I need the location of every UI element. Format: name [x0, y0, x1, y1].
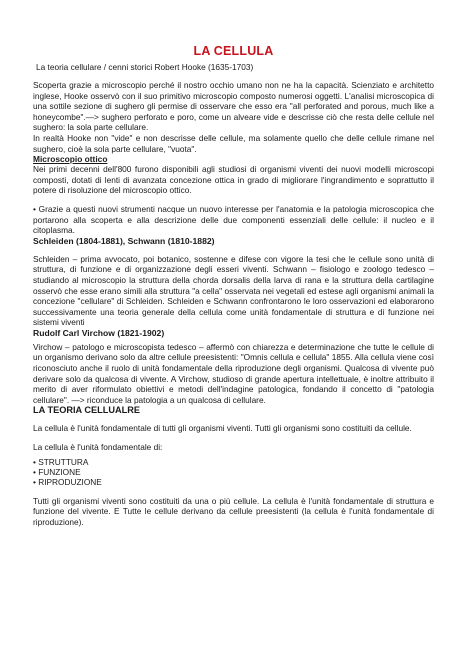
teoria-paragraph-3: Tutti gli organismi viventi sono costituiti da una o più cellule. La cellula è l'unità fondamentale di struttura e funzione del vivente. E Tutte le cellule derivano da cellule preesistenti (la cellula è l'unità fondamentale di riproduzione).	[33, 495, 434, 528]
schleiden-paragraph: Schleiden – prima avvocato, poi botanico, sostenne e difese con vigore la tesi che le cellule sono unità di struttura, di funzione e di organizzazione degli esseri viventi. Schwann – fisiologo e zoologo tedesco – studiando al microscopio la struttura della chorda dorsalis della larva di rana e la struttura della cartilagine osservò che esse erano simili alla struttura "a cella" osservata nei vegetali ed estese agli organismi animali la concezione "cellulare" di Schleiden. Schleiden e Schwann confrontarono le loro osservazioni ed elaborarono successivamente una teoria generale della cellula come unità fondamentale di struttura e di funzione nei sistemi viventi	[33, 253, 434, 328]
section-heading-teoria: LA TEORIA CELLUALRE	[33, 405, 141, 416]
section-heading-microscopio: Microscopio ottico	[33, 154, 108, 165]
teoria-paragraph: La cellula è l'unità fondamentale di tutti gli organismi viventi. Tutti gli organismi sono costituiti da cellule.	[33, 423, 412, 434]
intro-paragraph: Scoperta grazie a microscopio perché il nostro occhio umano non ne ha la capacità. Scienziato e architetto inglese, Hooke osservò con il suo primitivo microscopio composto numerosi oggetti. L'analisi microscopica di una sottile sezione di sughero gli permise di osservare che esso era "all perforated and porous, much like a honeycombe".—> sughero perforato e poro, come un alveare vide e descrisse ciò che resta delle cellule nel sughero: la sola parte cellulare.	[33, 80, 434, 133]
section-heading-virchow: Rudolf Carl Virchow (1821-1902)	[33, 327, 165, 338]
section-heading-schleiden: Schleiden (1804-1881), Schwann (1810-1882)	[33, 235, 215, 246]
teoria-list	[33, 457, 434, 488]
list-item: • FUNZIONE	[33, 467, 81, 478]
page-title: LA CELLULA	[193, 44, 274, 58]
intro-paragraph-2: In realtà Hooke non "vide" e non descrisse delle cellule, ma solamente quello che delle cellule rimane nel sughero, cioè la sola parte cellulare, "vuota".	[33, 132, 434, 154]
page-subtitle: La teoria cellulare / cenni storici Robert Hooke (1635-1703)	[36, 62, 254, 72]
list-item: • RIPRODUZIONE	[33, 477, 102, 488]
microscopio-bullet-paragraph: • Grazie a questi nuovi strumenti nacque un nuovo interesse per l'anatomia e la patologia microscopica che portarono alla scoperta e alla descrizione delle due componenti essenziali delle cellule: il nucleo e il citoplasma.	[33, 203, 434, 236]
teoria-paragraph-2: La cellula è l'unità fondamentale di:	[33, 442, 163, 453]
microscopio-paragraph: Nei primi decenni dell'800 furono disponibili agli studiosi di organismi viventi dei nuovi modelli microscopi composti, dotati di lenti di avanzata concezione ottica in grado di migliorare l'ingrandimento e soprattutto il potere di risoluzione del microscopio ottico.	[33, 164, 434, 196]
virchow-paragraph: Virchow – patologo e microscopista tedesco – affermò con chiarezza e determinazione che tutte le cellule di un organismo derivano solo da altre cellule preesistenti: "Omnis cellula e cellula" 1855. Alla cellula viene così riconosciuto anche il ruolo di unità fondamentale della riproduzione degli organismi. Qualcosa di vivente può derivare solo da qualcosa di vivente. A Virchow, studioso di grande apertura intellettuale, è inoltre attribuito il merito di aver riformulato obiettivi e metodi dell'indagine patologica, fondando il concetto di "patologia cellulare". —> riconduce la patologia a un qualcosa di cellulare.	[33, 341, 434, 405]
list-item: • STRUTTURA	[33, 456, 89, 467]
